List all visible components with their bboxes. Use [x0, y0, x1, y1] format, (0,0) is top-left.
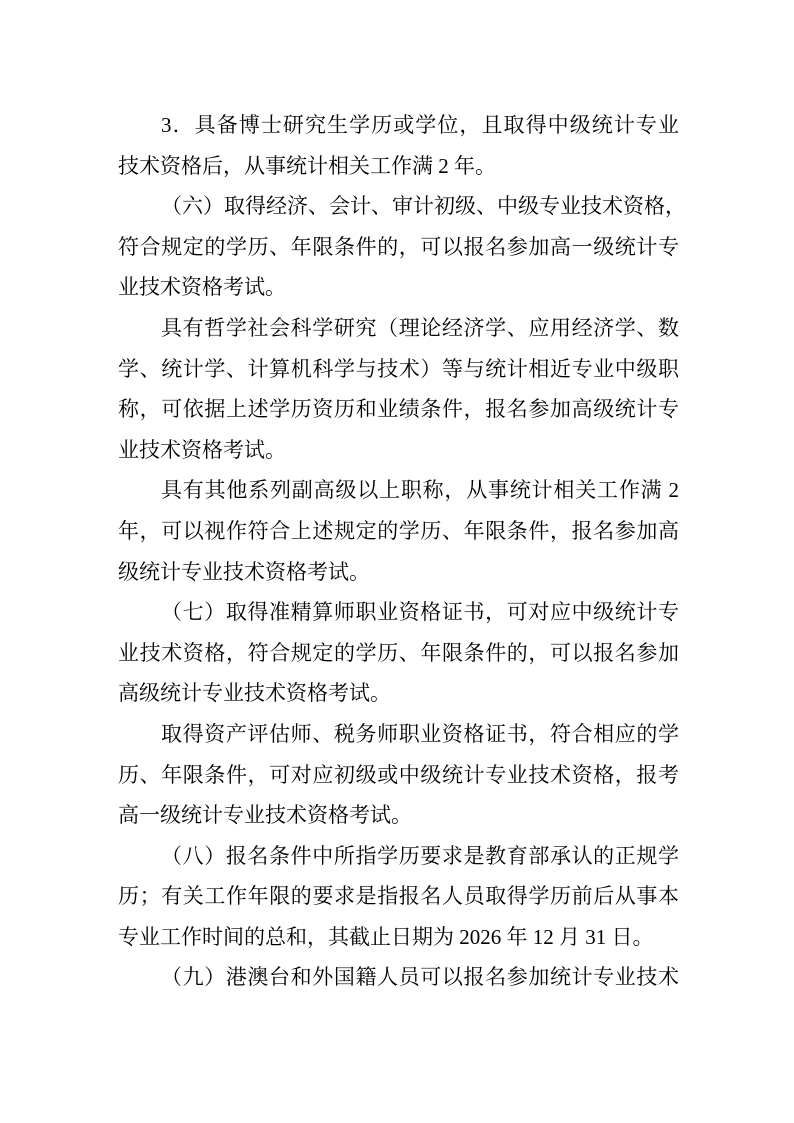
text-line: 取得资产评估师、税务师职业资格证书，符合相应的学	[161, 721, 679, 746]
text-line: 3．具备博士研究生学历或学位，且取得中级统计专业	[161, 113, 679, 137]
paragraph	[118, 836, 679, 958]
text-line: 业技术资格，符合规定的学历、年限条件的，可以报名参加	[118, 640, 679, 665]
text-line: 年，可以视作符合上述规定的学历、年限条件，报名参加高	[118, 518, 679, 543]
paragraph	[118, 308, 679, 470]
text-line: 具有其他系列副高级以上职称，从事统计相关工作满 2	[161, 478, 679, 503]
text-line: 级统计专业技术资格考试。	[118, 559, 370, 584]
text-line: 学、统计学、计算机科学与技术）等与统计相近专业中级职	[118, 356, 679, 381]
text-line: 专业工作时间的总和，其截止日期为 2026 年 12 月 31 日。	[118, 924, 654, 949]
text-line: 业技术资格考试。	[118, 275, 286, 300]
text-line: 称，可依据上述学历资历和业绩条件，报名参加高级统计专	[118, 397, 679, 422]
text-line: 历；有关工作年限的要求是指报名人员取得学历前后从事本	[118, 884, 679, 909]
text-line: 高级统计专业技术资格考试。	[118, 681, 391, 706]
paragraph	[118, 957, 679, 998]
text-line: （七）取得准精算师职业资格证书，可对应中级统计专	[161, 600, 679, 625]
paragraph	[118, 714, 679, 836]
text-line: 技术资格后，从事统计相关工作满 2 年。	[118, 153, 496, 178]
paragraph	[118, 105, 679, 186]
paragraph	[118, 592, 679, 714]
text-line: 符合规定的学历、年限条件的，可以报名参加高一级统计专	[118, 234, 679, 259]
text-line: 高一级统计专业技术资格考试。	[118, 803, 412, 828]
text-line: 业技术资格考试。	[118, 437, 286, 462]
paragraph	[118, 470, 679, 592]
document-text-block	[118, 105, 686, 998]
text-line: 历、年限条件，可对应初级或中级统计专业技术资格，报考	[118, 762, 679, 787]
text-line: （九）港澳台和外国籍人员可以报名参加统计专业技术	[161, 965, 679, 990]
text-line: （八）报名条件中所指学历要求是教育部承认的正规学	[161, 843, 679, 868]
paragraph	[118, 186, 686, 308]
text-line: 具有哲学社会科学研究（理论经济学、应用经济学、数	[161, 315, 679, 340]
text-line: （六）取得经济、会计、审计初级、中级专业技术资格，	[161, 194, 686, 219]
